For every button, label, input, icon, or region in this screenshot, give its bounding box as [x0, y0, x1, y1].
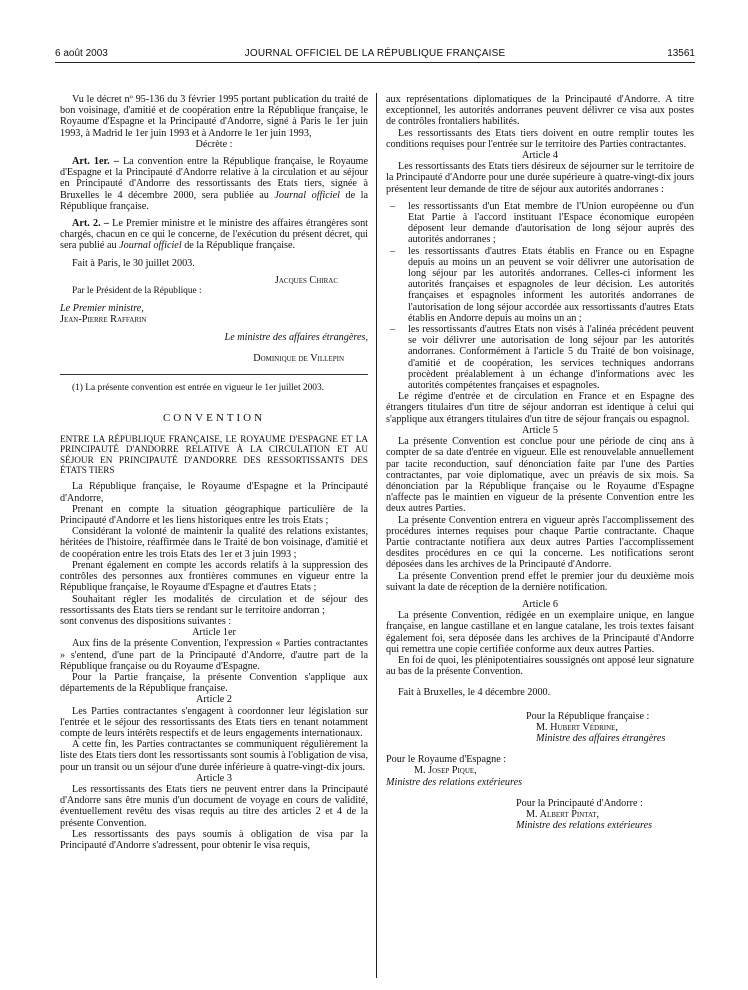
art2-label: Art. 2. –	[72, 218, 109, 230]
fr-for: Pour la République française :	[526, 710, 650, 722]
ad-title: Ministre des relations extérieures	[516, 820, 653, 832]
vu-paragraph: Vu le décret nº 95-136 du 3 février 1995 portant publication du traité de bon voisinage, d'amitié et de coopération entre la République française, le Royaume d'Espagne et la Principauté d'Andorre, signé à Paris le 1er juin 1993, à Madrid le 1er juin 1993 et à Andorre le 1er juin 1993,	[60, 94, 368, 139]
right-column	[386, 94, 694, 831]
convenus: sont convenus des dispositions suivantes :	[60, 615, 232, 627]
ministre-ae-name: Dominique de Villepin	[253, 353, 344, 365]
article-2-p2: A cette fin, les Parties contractantes se communiquent régulièrement la liste des Etats tiers dont les ressortissants sont soumis à l'obligation de visa, pour un transit ou un séjour d'une durée inférieure à quatre-vingt-dix jours.	[60, 739, 368, 773]
president-signature: Jacques Chirac	[274, 274, 338, 286]
header-rule	[55, 62, 695, 63]
considerant: Considérant la volonté de maintenir la qualité des relations existantes, héritées de l'histoire, réaffirmée dans le Traité de bon voisinage, d'amitié et de coopération entre les trois Etats des 1er et 3 juin 1993 ;	[60, 526, 368, 560]
article-1-p1: Aux fins de la présente Convention, l'expression « Parties contractantes » s'entend, d'une part de la Principauté d'Andorre, d'autre part de la République française ou du Royaume d'Espagne.	[60, 638, 368, 672]
list-item: – les ressortissants d'autres Etats établis en France ou en Espagne depuis au moins un an peuvent se voir délivrer une autorisation de long séjour par les autorités andorranes. Celles-ci informent les autorités françaises et espagnoles de leur décision. Les autorités françaises et espagnoles informent les autorités andorranes de l'autorisation de long séjour accordée aux ressortissants d'autres Etats établis en Andorre depuis au moins un an ;	[386, 246, 694, 324]
article-4-p2: Le régime d'entrée et de circulation en France et en Espagne des étrangers titulaires d'un titre de séjour andorran est identique à celui qui s'applique aux étrangers titulaires d'un titre de séjour français ou espagnol.	[386, 391, 694, 425]
signature-andorra	[386, 798, 694, 832]
article-2-p1: Les Parties contractantes s'engagent à coordonner leur législation sur l'entrée et le séjour des ressortissants des Etats tiers en tenant notamment compte de leurs intérêts respectifs et de leurs engagements internationaux.	[60, 705, 368, 739]
article-4-title: Article 4	[522, 150, 558, 162]
footnote: (1) La présente convention est entrée en vigueur le 1er juillet 2003.	[72, 383, 324, 394]
parties: La République française, le Royaume d'Espagne et la Principauté d'Andorre,	[60, 481, 368, 504]
prenant-2: Prenant également en compte les accords relatifs à la suppression des contrôles des personnes aux frontières communes en vigueur entre la République française, le Royaume d'Espagne et d'autres Etats ;	[60, 559, 368, 594]
article-5-title: Article 5	[522, 424, 558, 436]
article-1-title: Article 1er	[192, 627, 236, 639]
fait-bruxelles: Fait à Bruxelles, le 4 décembre 2000.	[398, 687, 551, 699]
fait-paris: Fait à Paris, le 30 juillet 2003.	[72, 257, 195, 269]
premier-ministre-title: Le Premier ministre,	[60, 303, 144, 315]
souhaitant: Souhaitant régler les modalités de circulation et de séjour des ressortissants des Etats tiers se rendant sur le territoire andorran ;	[60, 593, 368, 616]
prenant: Prenant en compte la situation géographique particulière de la Principauté d'Andorre et les liens historiques entre les trois Etats ;	[60, 503, 368, 527]
article-3-p2: Les ressortissants des pays soumis à obligation de visa par la Principauté d'Andorre s'adressent, pour obtenir le visa requis,	[60, 828, 368, 851]
par-le-president: Par le Président de la République :	[72, 286, 202, 297]
article-4-p1: Les ressortissants des Etats tiers désireux de séjourner sur le territoire de la Principauté d'Andorre pour une durée supérieure à quatre-vingt-dix jours présentent leur demande de titre de séjour aux autorités andorranes :	[386, 161, 694, 195]
article-3-title: Article 3	[196, 772, 232, 784]
header-title: JOURNAL OFFICIEL DE LA RÉPUBLIQUE FRANÇAISE	[244, 48, 506, 59]
es-title: Ministre des relations extérieures	[386, 776, 523, 788]
es-for: Pour le Royaume d'Espagne :	[386, 754, 507, 766]
column-divider	[376, 93, 377, 978]
premier-ministre-name: Jean-Pierre Raffarin	[60, 314, 147, 326]
fr-name: M. Hubert Védrine,	[536, 721, 618, 733]
article-2-title: Article 2	[196, 694, 232, 706]
fr-title: Ministre des affaires étrangères	[536, 732, 666, 744]
left-column	[60, 94, 368, 851]
article-5-p2: La présente Convention entrera en vigueur après l'accomplissement des procédures internes requises pour chaque Partie contractante. Chaque Partie contractante notifiera aux deux autres Parties l'accomplissement desdites procédures en ce qui la concerne. Les notifications seront déposées dans les archives de la Principauté d'Andorre.	[386, 514, 694, 571]
article-6-p2: En foi de quoi, les plénipotentiaires soussignés ont apposé leur signature au bas de la présente Convention.	[386, 654, 694, 678]
signature-france	[386, 711, 694, 745]
article-3-p1: Les ressortissants des Etats tiers ne peuvent entrer dans la Principauté d'Andorre sans être munis d'un document de voyage en cours de validité, éventuellement revêtu des visas requis au titre des articles 2 et 4 de la présente Convention.	[60, 783, 368, 829]
list-item: – les ressortissants d'un Etat membre de l'Union européenne ou d'un Etat Partie à l'accord instituant l'Espace économique européen déposent leur demande d'autorisation de long séjour auprès des autorités andorranes ;	[386, 201, 694, 246]
continuation-1: aux représentations diplomatiques de la Principauté d'Andorre. A titre exceptionnel, les autorités andorranes peuvent délivrer ce visa aux postes de contrôles frontaliers habilités.	[386, 94, 694, 128]
article-1-decree: Art. 1er. – La convention entre la République française, le Royaume d'Espagne et la Principauté d'Andorre relative à la circulation et au séjour en Principauté d'Andorre des ressortissants des Etats tiers, signée à Bruxelles le 4 décembre 2000, sera publiée au Journal officiel de la République française.	[60, 156, 368, 212]
header-page-number: 13561	[667, 48, 695, 59]
article-5-p3: La présente Convention prend effet le premier jour du deuxième mois suivant la date de réception de la dernière notification.	[386, 570, 694, 593]
convention-title: CONVENTION	[162, 411, 266, 424]
art1-label: Art. 1er. –	[72, 156, 119, 168]
article-6-p1: La présente Convention, rédigée en un exemplaire unique, en langue française, en langue castillane et en langue catalane, les trois textes faisant également foi, sera déposée dans les archives de la Principauté d'Andorre qui remettra une copie certifiée conforme aux deux autres Parties.	[386, 610, 694, 655]
article-1-p2: Pour la Partie française, la présente Convention s'applique aux départements de la République française.	[60, 671, 368, 695]
footnote-rule	[60, 374, 368, 375]
header-date: 6 août 2003	[55, 48, 108, 59]
ad-for: Pour la Principauté d'Andorre :	[516, 797, 643, 809]
list-item: – les ressortissants d'autres Etats non visés à l'alinéa précédent peuvent se voir délivrer une autorisation de long séjour par les autorités andorranes. Conformément à l'article 5 du Traité de bon voisinage, d'amitié et de coopération, les services techniques andorrans procèdent préalablement à un échange d'informations avec les autorités compétentes françaises et espagnoles.	[386, 324, 694, 391]
article-6-title: Article 6	[522, 598, 558, 610]
article-2-decree: Art. 2. – Le Premier ministre et le ministre des affaires étrangères sont chargés, chacun en ce qui le concerne, de l'exécution du présent décret, qui sera publié au Journal officiel de la République française.	[60, 218, 368, 252]
article-5-p1: La présente Convention est conclue pour une période de cinq ans à compter de sa date d'entrée en vigueur. Elle est renouvelable annuellement par tacite reconduction, sauf dénonciation faite par l'une des Parties contractantes, par voie diplomatique, avec un préavis de six mois. Sa dénonciation par la République française ou le Royaume d'Espagne n'affecte pas le maintien en vigueur de la présente Convention entre les deux autres Parties.	[386, 436, 694, 515]
es-name: M. Josep Pique,	[414, 765, 477, 777]
signature-spain	[386, 754, 694, 788]
decrete: Décrète :	[195, 138, 233, 150]
convention-subtitle: ENTRE LA RÉPUBLIQUE FRANÇAISE, LE ROYAUME D'ESPAGNE ET LA PRINCIPAUTÉ D'ANDORRE RELATIVE À LA CIRCULATION ET AU SÉJOUR EN PRINCIPAUTÉ D'ANDORRE DES RESSORTISSANTS DES ÉTATS TIERS	[60, 433, 368, 476]
ad-name: M. Albert Pintat,	[526, 808, 600, 820]
article-4-list	[386, 201, 694, 391]
continuation-2: Les ressortissants des Etats tiers doivent en outre remplir toutes les conditions requises pour l'entrée sur le territoire des Parties contractantes.	[386, 127, 694, 150]
ministre-ae-title: Le ministre des affaires étrangères,	[224, 331, 368, 343]
